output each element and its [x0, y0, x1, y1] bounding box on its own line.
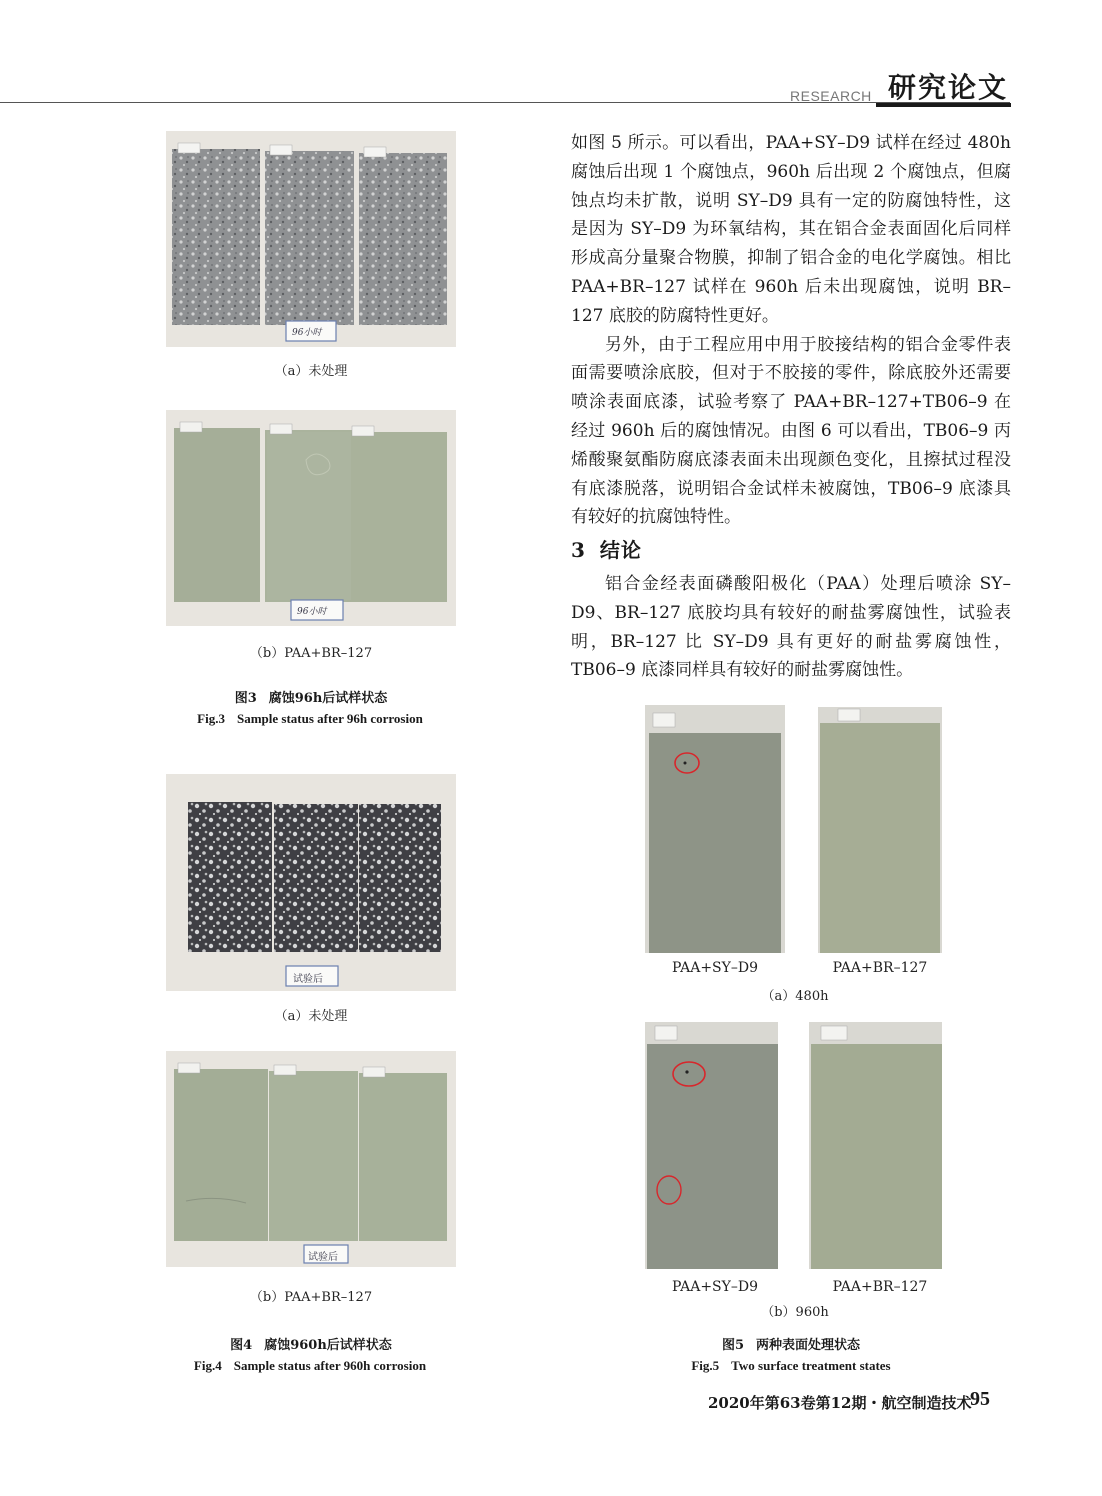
- fig5-label-cn: 图5: [721, 1338, 745, 1353]
- fig3b-sample-label: 96小时: [297, 607, 327, 617]
- fig3a-photo: [166, 131, 456, 347]
- fig4b-caption: （b）PAA+BR–127: [249, 1290, 373, 1305]
- fig5b-left-photo: [645, 1022, 778, 1269]
- fig5a-left-label: PAA+SY–D9: [671, 960, 759, 976]
- body-text-conclusion: [571, 570, 1011, 685]
- fig5a-caption: （a）480h: [761, 989, 829, 1004]
- section-heading: [571, 534, 642, 563]
- fig4a-sample-label: 试验后: [293, 974, 323, 985]
- fig5-label-en: Fig.5: [691, 1358, 720, 1373]
- fig4a-caption: （a）未处理: [274, 1009, 348, 1024]
- fig4-caption-cn: [166, 1334, 456, 1353]
- fig3-caption-en: [160, 711, 460, 727]
- fig5a-right-photo: [818, 707, 942, 953]
- fig5a-right-label: PAA+BR–127: [832, 960, 928, 976]
- fig5-caption-cn: [641, 1334, 941, 1353]
- fig5b-right-photo: [809, 1022, 942, 1269]
- fig4-label-cn: 图4: [230, 1338, 253, 1353]
- fig5b-caption: （b）960h: [761, 1305, 829, 1320]
- fig5-title-cn: 两种表面处理状态: [756, 1338, 861, 1353]
- paragraph-1: 如图 5 所示。可以看出，PAA+SY–D9 试样在经过 480h 腐蚀后出现 1 个腐蚀点，960h 后出现 2 个腐蚀点，但腐蚀点均未扩散，说明 SY–D9 具有一定的防腐蚀特性，这是因为 SY–D9 为环氧结构，其在铝合金表面固化后同样形成高分量聚合物膜，抑制了铝合金的电化学腐蚀。相比 PAA+BR–127 试样在 960h 后未出现腐蚀，说明 BR–127 底胶的防腐特性更好。: [571, 133, 1011, 326]
- fig5b-left-label: PAA+SY–D9: [671, 1279, 759, 1295]
- fig4a-photo: [166, 774, 456, 991]
- body-text-top: [571, 129, 1011, 532]
- fig5b-right-label: PAA+BR–127: [832, 1279, 928, 1295]
- fig5a-left-photo: [645, 705, 785, 953]
- fig3a-caption: （a）未处理: [274, 364, 348, 379]
- fig3a-sample-label: 96小时: [292, 328, 322, 338]
- fig5-caption-en: [641, 1358, 941, 1374]
- fig3-label-en: Fig.3: [197, 711, 225, 726]
- section-number: 3: [571, 538, 586, 562]
- paragraph-3: 铝合金经表面磷酸阳极化（PAA）处理后喷涂 SY–D9、BR–127 底胶均具有较好的耐盐雾腐蚀性，试验表明，BR–127 比 SY–D9 具有更好的耐盐雾腐蚀性，TB06–9 底漆同样具有较好的耐盐雾腐蚀性。: [571, 574, 1011, 681]
- paragraph-2: 另外，由于工程应用中用于胶接结构的铝合金零件表面需要喷涂底胶，但对于不胶接的零件，除底胶外还需要喷涂表面底漆，试验考察了 PAA+BR–127+TB06–9 在经过 960h 后的腐蚀情况。由图 6 可以看出，TB06–9 丙烯酸聚氨酯防腐底漆表面未出现颜色变化，且擦拭过程没有底漆脱落，说明铝合金试样未被腐蚀，TB06–9 底漆具有较好的抗腐蚀特性。: [571, 334, 1011, 528]
- fig5-title-en: Two surface treatment states: [731, 1358, 891, 1373]
- running-head-zh: 研究论文: [888, 71, 1009, 104]
- fig3-title-en: Sample status after 96h corrosion: [236, 711, 423, 726]
- fig4-label-en: Fig.4: [193, 1358, 222, 1373]
- fig3b-photo: [166, 410, 456, 626]
- page-number: 95: [970, 1388, 990, 1410]
- fig3b-caption: （b）PAA+BR–127: [249, 646, 373, 661]
- section-title: 结论: [599, 538, 642, 562]
- fig4-title-cn: 腐蚀960h后试样状态: [264, 1338, 392, 1353]
- journal-footer: 2020年第63卷第12期・航空制造技术: [708, 1394, 972, 1412]
- fig4b-sample-label: 试验后: [308, 1252, 338, 1263]
- fig3-title-cn: 腐蚀96h后试样状态: [268, 691, 388, 706]
- fig4-caption-en: [160, 1358, 460, 1374]
- fig4-title-en: Sample status after 960h corrosion: [233, 1358, 427, 1373]
- fig4b-photo: [166, 1051, 456, 1267]
- fig3-caption-cn: [166, 687, 456, 706]
- running-head-en: RESEARCH: [790, 88, 872, 104]
- fig3-label-cn: 图3: [234, 691, 257, 706]
